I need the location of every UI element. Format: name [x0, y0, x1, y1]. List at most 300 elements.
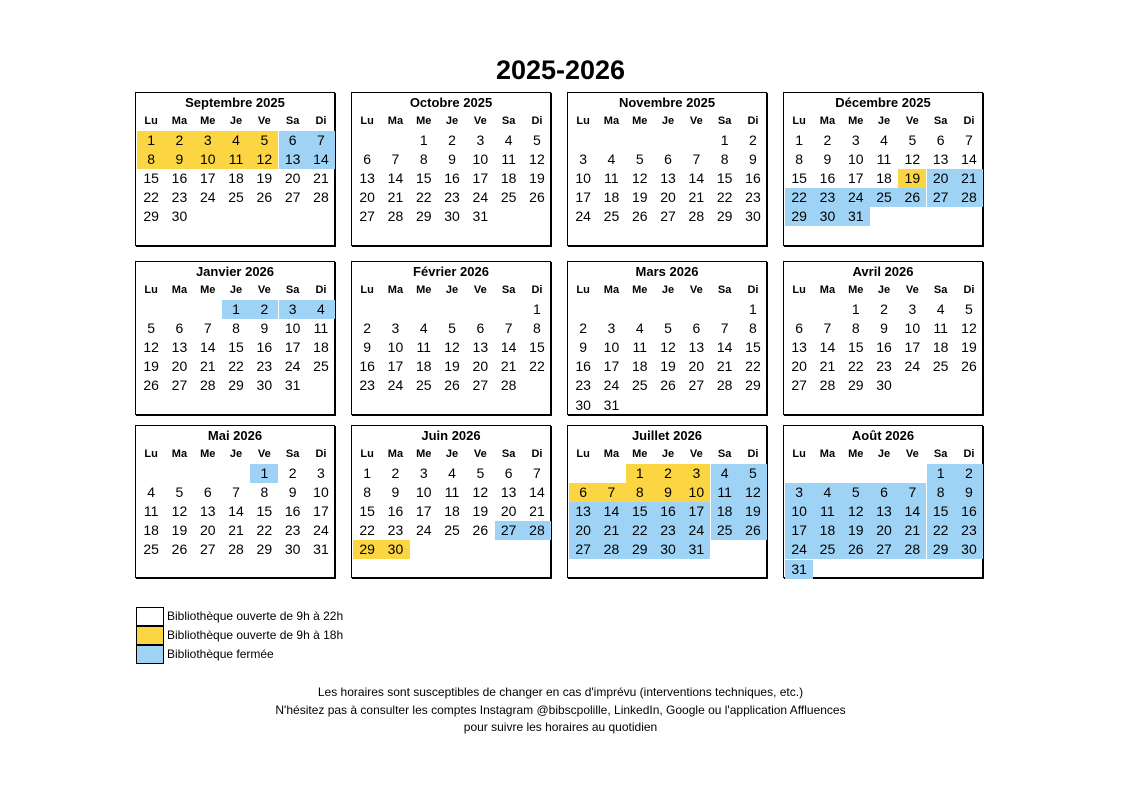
day-cell: 23 — [654, 521, 682, 540]
day-cell: 29 — [847, 377, 864, 394]
day-cell: 23 — [955, 521, 983, 540]
day-cell: 25 — [813, 540, 841, 559]
month-name: Avril 2026 — [852, 264, 914, 279]
weekday-label: Je — [661, 115, 675, 127]
day-cell: 30 — [575, 396, 591, 413]
day-cell: 11 — [933, 320, 948, 337]
day-cell: 9 — [165, 150, 193, 169]
month-name: Décembre 2025 — [835, 95, 931, 110]
day-cell: 7 — [391, 151, 400, 168]
weekday-label: Me — [632, 284, 648, 296]
month-name: Janvier 2026 — [195, 264, 275, 279]
day-cell: 18 — [631, 358, 648, 375]
day-cell: 24 — [387, 377, 404, 394]
day-cell: 14 — [228, 503, 244, 520]
weekday-label: Je — [445, 115, 459, 127]
weekday-label: Lu — [144, 448, 158, 460]
day-cell: 27 — [660, 208, 676, 225]
day-cell: 13 — [359, 170, 375, 187]
day-cell: 14 — [500, 339, 517, 356]
month-name: Juillet 2026 — [631, 428, 703, 443]
day-cell: 17 — [472, 170, 489, 187]
day-cell: 17 — [904, 339, 921, 356]
weekday-label: Ma — [171, 284, 188, 296]
legend-swatch-white — [136, 607, 164, 626]
day-cell: 17 — [313, 503, 329, 520]
weekday-label: Di — [747, 115, 759, 127]
weekday-label: Lu — [792, 284, 806, 296]
day-cell: 21 — [716, 358, 733, 375]
day-cell: 26 — [660, 377, 676, 394]
day-cell: 1 — [720, 132, 729, 148]
day-cell: 19 — [529, 170, 545, 187]
day-cell: 17 — [199, 170, 216, 187]
weekday-label: Ve — [473, 284, 487, 296]
day-cell: 27 — [284, 189, 301, 206]
day-cell: 7 — [203, 320, 212, 337]
day-cell: 11 — [632, 339, 648, 356]
day-cell: 10 — [415, 484, 432, 501]
day-cell: 19 — [472, 503, 489, 520]
weekday-label: Sa — [717, 115, 732, 127]
day-cell: 12 — [631, 170, 648, 187]
day-cell: 10 — [387, 339, 404, 356]
day-cell: 7 — [597, 483, 625, 502]
day-cell: 26 — [631, 208, 648, 225]
day-cell: 31 — [603, 396, 620, 413]
note-line: pour suivre les horaires au quotidien — [463, 720, 658, 734]
day-cell: 23 — [876, 358, 892, 375]
day-cell: 9 — [260, 320, 269, 337]
day-cell: 4 — [147, 484, 156, 501]
day-cell: 15 — [143, 170, 159, 187]
day-cell: 16 — [876, 339, 892, 356]
day-cell: 29 — [256, 541, 273, 558]
day-cell: 18 — [415, 358, 432, 375]
day-cell: 18 — [813, 521, 841, 540]
day-cell: 26 — [739, 521, 767, 540]
day-cell: 14 — [307, 150, 335, 169]
day-cell: 19 — [171, 522, 188, 539]
weekday-label: Ma — [819, 448, 836, 460]
weekday-label: Ma — [603, 448, 620, 460]
weekday-label: Sa — [933, 448, 948, 460]
day-cell: 24 — [682, 521, 710, 540]
day-cell: 11 — [501, 151, 516, 168]
legend-item-closed — [136, 645, 396, 664]
day-cell: 5 — [476, 465, 485, 481]
day-cell: 9 — [880, 320, 888, 337]
day-cell: 30 — [813, 207, 841, 226]
day-cell: 1 — [851, 301, 860, 317]
weekday-label: Je — [229, 115, 243, 127]
day-cell: 7 — [720, 320, 729, 337]
weekday-label: Di — [531, 115, 543, 127]
day-cell: 12 — [739, 483, 767, 502]
day-cell: 15 — [847, 339, 864, 356]
month-name: Septembre 2025 — [185, 95, 285, 110]
day-cell: 27 — [472, 377, 489, 394]
legend-label: Bibliothèque ouverte de 9h à 22h — [167, 609, 344, 623]
day-cell: 19 — [631, 189, 648, 206]
day-cell: 16 — [284, 503, 301, 520]
day-cell: 26 — [143, 377, 159, 394]
day-cell: 27 — [199, 541, 216, 558]
day-cell: 18 — [711, 502, 739, 521]
day-cell: 26 — [961, 358, 977, 375]
day-cell: 24 — [313, 522, 329, 539]
day-cell: 16 — [819, 170, 836, 187]
day-cell: 11 — [604, 170, 619, 187]
day-cell: 4 — [936, 301, 945, 317]
day-cell: 31 — [284, 377, 301, 394]
day-cell: 8 — [720, 151, 729, 168]
weekday-label: Me — [200, 115, 216, 127]
day-cell: 3 — [579, 151, 588, 168]
day-cell: 21 — [529, 503, 545, 520]
day-cell: 14 — [597, 502, 625, 521]
day-cell: 5 — [250, 131, 278, 150]
weekday-label: Ve — [689, 448, 703, 460]
day-cell: 18 — [228, 170, 244, 187]
day-cell: 15 — [745, 339, 761, 356]
weekday-label: Lu — [576, 284, 590, 296]
day-cell: 15 — [716, 170, 733, 187]
day-cell: 2 — [749, 132, 757, 148]
weekday-label: Je — [229, 284, 243, 296]
day-cell: 13 — [199, 503, 216, 520]
day-cell: 1 — [533, 301, 541, 317]
day-cell: 24 — [415, 522, 432, 539]
day-cell: 7 — [692, 151, 701, 168]
weekday-label: Me — [416, 284, 432, 296]
weekday-label: Di — [963, 448, 975, 460]
day-cell: 9 — [654, 483, 682, 502]
day-cell: 30 — [654, 540, 682, 559]
day-cell: 11 — [416, 339, 432, 356]
weekday-label: Di — [531, 284, 543, 296]
day-cell: 25 — [603, 208, 620, 225]
day-cell: 11 — [813, 502, 841, 521]
weekday-label: Me — [200, 284, 216, 296]
day-cell: 25 — [228, 189, 244, 206]
day-cell: 18 — [143, 522, 159, 539]
day-cell: 13 — [932, 151, 949, 168]
month-block — [783, 261, 983, 415]
day-cell: 4 — [307, 300, 335, 319]
month-name: Février 2026 — [413, 264, 489, 279]
day-cell: 3 — [391, 320, 400, 337]
page-title: 2025-2026 — [495, 55, 626, 85]
weekday-label: Lu — [792, 115, 806, 127]
day-cell: 11 — [444, 484, 460, 501]
month-block — [567, 261, 767, 415]
day-cell: 2 — [955, 464, 983, 483]
weekday-label: Lu — [792, 448, 806, 460]
day-cell: 14 — [387, 170, 404, 187]
day-cell: 30 — [745, 208, 761, 225]
weekday-label: Lu — [144, 284, 158, 296]
day-cell: 28 — [387, 208, 404, 225]
day-cell: 25 — [415, 377, 432, 394]
footer-notes — [0, 684, 1121, 737]
day-cell: 5 — [739, 464, 767, 483]
day-cell: 1 — [927, 464, 955, 483]
day-cell: 15 — [415, 170, 432, 187]
day-cell: 19 — [961, 339, 977, 356]
day-cell: 23 — [813, 188, 841, 207]
day-cell: 2 — [579, 320, 588, 337]
weekday-label: Di — [315, 115, 327, 127]
day-cell: 30 — [171, 208, 188, 225]
weekday-label: Me — [200, 448, 216, 460]
month-block — [135, 425, 335, 578]
day-cell: 24 — [199, 189, 216, 206]
day-cell: 18 — [500, 170, 517, 187]
day-cell: 3 — [682, 464, 710, 483]
weekday-label: Di — [963, 284, 975, 296]
day-cell: 8 — [795, 151, 804, 168]
weekday-label: Di — [747, 284, 759, 296]
day-cell: 6 — [569, 483, 597, 502]
day-cell: 31 — [313, 541, 329, 558]
day-cell: 29 — [785, 207, 813, 226]
weekday-label: Ve — [257, 284, 271, 296]
month-name: Novembre 2025 — [618, 95, 716, 110]
day-cell: 31 — [472, 208, 489, 225]
day-cell: 10 — [682, 483, 710, 502]
day-cell: 28 — [523, 521, 551, 540]
day-cell: 5 — [533, 132, 541, 148]
day-cell: 17 — [575, 189, 591, 206]
day-cell: 20 — [688, 358, 705, 375]
day-cell: 17 — [415, 503, 432, 520]
month-block — [783, 92, 983, 246]
day-cell: 8 — [363, 484, 372, 501]
weekday-label: Lu — [144, 115, 158, 127]
day-cell: 6 — [936, 132, 945, 148]
day-cell: 21 — [688, 189, 705, 206]
weekday-label: Lu — [360, 115, 374, 127]
day-cell: 5 — [147, 320, 156, 337]
day-cell: 17 — [387, 358, 404, 375]
day-cell: 7 — [307, 131, 335, 150]
day-cell: 24 — [842, 188, 870, 207]
day-cell: 14 — [199, 339, 216, 356]
weekday-label: Sa — [717, 448, 732, 460]
day-cell: 13 — [500, 484, 517, 501]
weekday-label: Ma — [603, 284, 620, 296]
month-block — [567, 425, 767, 578]
month-name: Mars 2026 — [635, 264, 699, 279]
day-cell: 29 — [626, 540, 654, 559]
weekday-label: Lu — [360, 284, 374, 296]
day-cell: 1 — [749, 301, 757, 317]
day-cell: 20 — [660, 189, 676, 206]
day-cell: 18 — [313, 339, 329, 356]
day-cell: 30 — [876, 377, 892, 394]
day-cell: 20 — [500, 503, 517, 520]
day-cell: 15 — [927, 502, 955, 521]
day-cell: 29 — [415, 208, 432, 225]
day-cell: 22 — [626, 521, 654, 540]
day-cell: 17 — [847, 170, 864, 187]
day-cell: 6 — [870, 483, 898, 502]
day-cell: 20 — [199, 522, 216, 539]
day-cell: 25 — [631, 377, 648, 394]
day-cell: 3 — [785, 483, 813, 502]
day-cell: 27 — [495, 521, 523, 540]
day-cell: 20 — [927, 169, 955, 188]
weekday-label: Di — [315, 448, 327, 460]
day-cell: 28 — [199, 377, 216, 394]
day-cell: 11 — [711, 483, 739, 502]
day-cell: 2 — [880, 301, 888, 317]
day-cell: 18 — [876, 170, 892, 187]
month-block — [351, 261, 551, 415]
day-cell: 12 — [444, 339, 460, 356]
weekday-label: Je — [661, 448, 675, 460]
day-cell: 4 — [880, 132, 888, 148]
day-cell: 6 — [476, 320, 485, 337]
day-cell: 12 — [171, 503, 188, 520]
weekday-label: Di — [315, 284, 327, 296]
day-cell: 17 — [284, 339, 301, 356]
day-cell: 24 — [603, 377, 620, 394]
day-cell: 28 — [955, 188, 983, 207]
day-cell: 26 — [529, 189, 545, 206]
day-cell: 2 — [363, 320, 372, 337]
day-cell: 23 — [359, 377, 375, 394]
day-cell: 28 — [597, 540, 625, 559]
day-cell: 25 — [932, 358, 949, 375]
day-cell: 30 — [284, 541, 301, 558]
day-cell: 22 — [143, 189, 159, 206]
month-block — [135, 261, 335, 415]
weekday-label: Sa — [933, 115, 948, 127]
day-cell: 21 — [898, 521, 926, 540]
day-cell: 9 — [391, 484, 400, 501]
day-cell: 10 — [847, 151, 864, 168]
day-cell: 28 — [898, 540, 926, 559]
day-cell: 28 — [716, 377, 733, 394]
weekday-label: Sa — [285, 284, 300, 296]
day-cell: 21 — [387, 189, 404, 206]
day-cell: 22 — [529, 358, 545, 375]
day-cell: 21 — [819, 358, 836, 375]
day-cell: 27 — [927, 188, 955, 207]
day-cell: 16 — [654, 502, 682, 521]
day-cell: 1 — [626, 464, 654, 483]
day-cell: 10 — [472, 151, 489, 168]
day-cell: 12 — [961, 320, 977, 337]
weekday-label: Je — [445, 448, 459, 460]
weekday-label: Me — [848, 448, 864, 460]
day-cell: 17 — [603, 358, 620, 375]
day-cell: 19 — [898, 169, 926, 188]
day-cell: 15 — [256, 503, 273, 520]
weekday-label: Ve — [473, 448, 487, 460]
month-block — [783, 425, 983, 578]
day-cell: 22 — [359, 522, 375, 539]
day-cell: 14 — [898, 502, 926, 521]
day-cell: 26 — [171, 541, 188, 558]
legend-label: Bibliothèque fermée — [167, 647, 274, 661]
weekday-label: Lu — [360, 448, 374, 460]
day-cell: 13 — [279, 150, 307, 169]
day-cell: 2 — [654, 464, 682, 483]
day-cell: 18 — [603, 189, 620, 206]
day-cell: 4 — [813, 483, 841, 502]
day-cell: 20 — [791, 358, 807, 375]
day-cell: 10 — [603, 339, 620, 356]
day-cell: 31 — [682, 540, 710, 559]
day-cell: 26 — [898, 188, 926, 207]
day-cell: 21 — [313, 170, 329, 187]
day-cell: 30 — [444, 208, 460, 225]
day-cell: 3 — [419, 465, 428, 481]
day-cell: 30 — [955, 540, 983, 559]
day-cell: 3 — [317, 465, 325, 481]
weekday-label: Ma — [819, 115, 836, 127]
day-cell: 31 — [785, 560, 813, 579]
weekday-label: Ma — [387, 115, 404, 127]
day-cell: 3 — [908, 301, 917, 317]
day-cell: 8 — [260, 484, 269, 501]
day-cell: 29 — [716, 208, 733, 225]
day-cell: 13 — [791, 339, 807, 356]
day-cell: 15 — [791, 170, 807, 187]
day-cell: 2 — [391, 465, 400, 481]
day-cell: 10 — [785, 502, 813, 521]
day-cell: 12 — [143, 339, 159, 356]
day-cell: 9 — [955, 483, 983, 502]
day-cell: 1 — [795, 132, 804, 148]
day-cell: 21 — [597, 521, 625, 540]
day-cell: 10 — [575, 170, 591, 187]
day-cell: 14 — [688, 170, 705, 187]
weekday-label: Di — [747, 448, 759, 460]
month-block — [135, 92, 335, 246]
weekday-label: Me — [848, 284, 864, 296]
day-cell: 2 — [448, 132, 456, 148]
weekday-label: Me — [416, 115, 432, 127]
day-cell: 23 — [575, 377, 591, 394]
day-cell: 2 — [250, 300, 278, 319]
day-cell: 25 — [500, 189, 517, 206]
day-cell: 20 — [569, 521, 597, 540]
day-cell: 28 — [313, 189, 329, 206]
day-cell: 21 — [955, 169, 983, 188]
day-cell: 7 — [965, 132, 973, 148]
day-cell: 16 — [256, 339, 273, 356]
day-cell: 18 — [932, 339, 949, 356]
day-cell: 26 — [842, 540, 870, 559]
weekday-label: Me — [632, 448, 648, 460]
legend-item-open-late — [136, 607, 396, 626]
day-cell: 4 — [711, 464, 739, 483]
day-cell: 29 — [228, 377, 244, 394]
day-cell: 13 — [472, 339, 489, 356]
day-cell: 15 — [626, 502, 654, 521]
day-cell: 6 — [664, 151, 672, 168]
day-cell: 29 — [745, 377, 761, 394]
day-cell: 4 — [448, 465, 456, 481]
day-cell: 5 — [635, 151, 644, 168]
day-cell: 24 — [785, 540, 813, 559]
weekday-label: Ma — [171, 448, 188, 460]
day-cell: 30 — [256, 377, 273, 394]
